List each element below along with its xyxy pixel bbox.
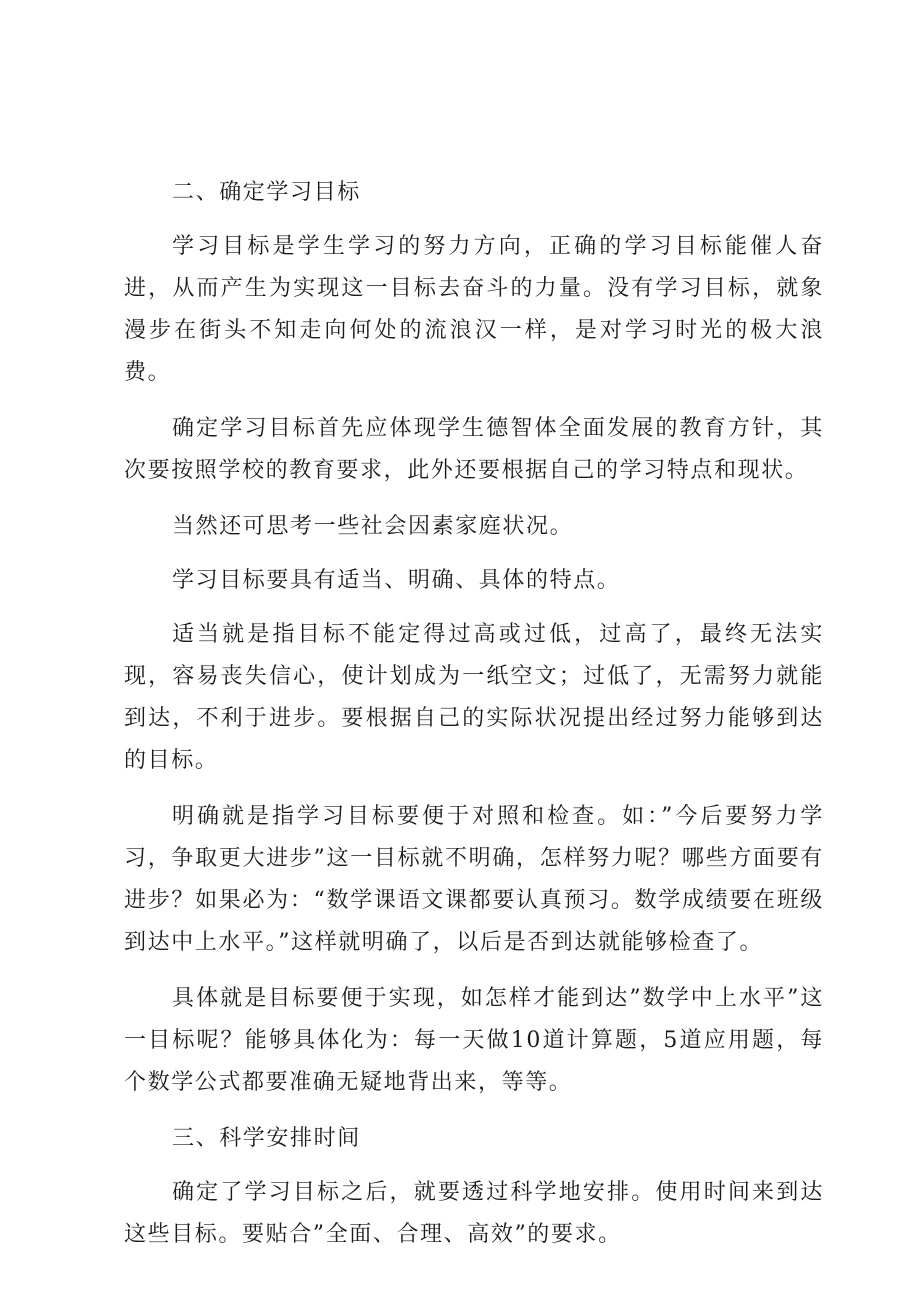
document-body bbox=[124, 172, 824, 1270]
section-heading-goals: 二、确定学习目标 bbox=[172, 180, 361, 205]
paragraph-social-factors: 当然还可思考一些社会因素家庭状况。 bbox=[172, 514, 574, 539]
paragraph-clear: 明确就是指学习目标要便于对照和检查。如：”今后要努力学习，争取更大进步”这一目标就不明确，怎样努力呢？哪些方面要有进步？如果必为：“数学课语文课都要认真预习。数学成绩要在班级到达中上水平。”这样就明确了，以后是否到达就能够检查了。 bbox=[124, 804, 824, 955]
paragraph-goal-basis: 确定学习目标首先应体现学生德智体全面发展的教育方针，其次要按照学校的教育要求，此外还要根据自己的学习特点和现状。 bbox=[124, 416, 824, 483]
paragraph-goal-importance: 学习目标是学生学习的努力方向，正确的学习目标能催人奋进，从而产生为实现这一目标去奋斗的力量。没有学习目标，就象漫步在街头不知走向何处的流浪汉一样，是对学习时光的极大浪费。 bbox=[124, 234, 824, 385]
section-heading-time: 三、科学安排时间 bbox=[172, 1126, 361, 1151]
paragraph-appropriate: 适当就是指目标不能定得过高或过低，过高了，最终无法实现，容易丧失信心，使计划成为一纸空文；过低了，无需努力就能到达，不利于进步。要根据自己的实际状况提出经过努力能够到达的目标。 bbox=[124, 622, 824, 773]
paragraph-goal-traits: 学习目标要具有适当、明确、具体的特点。 bbox=[172, 568, 621, 593]
paragraph-time-arrangement: 确定了学习目标之后，就要透过科学地安排。使用时间来到达这些目标。要贴合”全面、合理、高效”的要求。 bbox=[124, 1180, 824, 1247]
paragraph-specific: 具体就是目标要便于实现，如怎样才能到达”数学中上水平”这一目标呢？能够具体化为：每一天做10道计算题，5道应用题，每个数学公式都要准确无疑地背出来，等等。 bbox=[124, 986, 824, 1095]
